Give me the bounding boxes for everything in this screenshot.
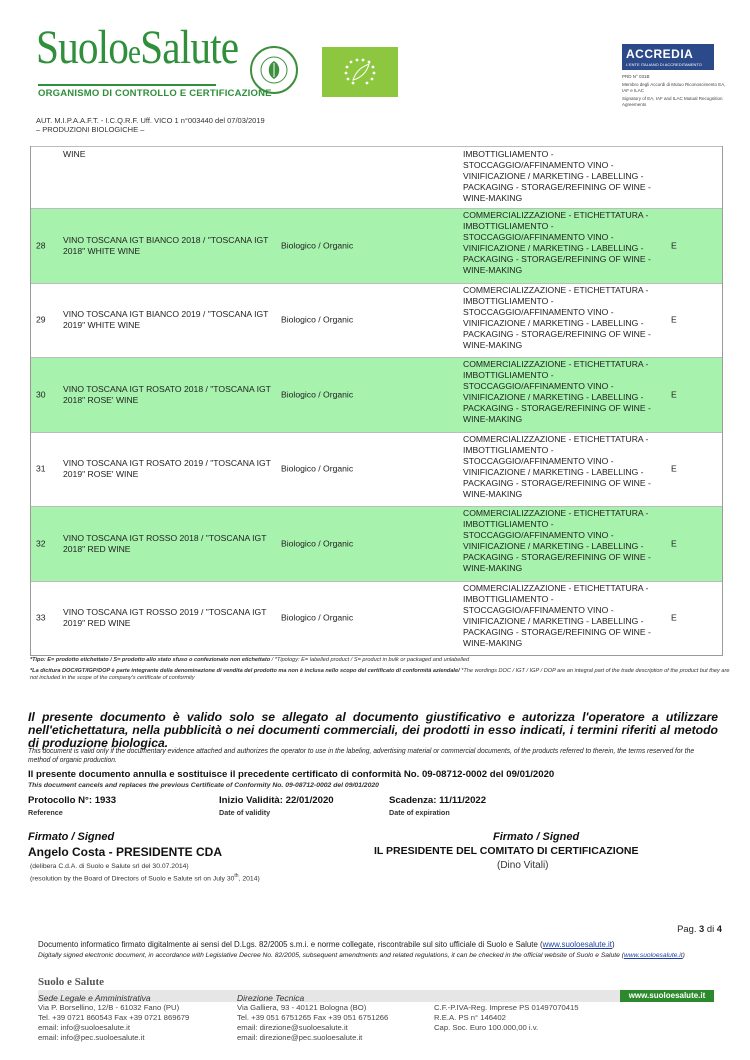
row-number: 30 [36,389,46,400]
product-name: VINO TOSCANA IGT ROSSO 2018 / "TOSCANA IGT 2018" RED WINE [63,532,267,554]
activity-description: COMMERCIALIZZAZIONE - ETICHETTATURA - IMBOTTIGLIAMENTO - STOCCAGGIO/AFFINAMENTO VINO - VINIFICAZIONE / MARKETING - LABELLING - PACKAGING - STORAGE/REFINING OF WINE - WINE-MAKING [463,508,651,573]
digital-signature-disclaimer-en: Digitally signed electronic document, in accordance with Legislative Decree No. 82/2005, subsequent amendments and related regulations, it can be checked in the official website of Suolo e Salute (www.suoloesalute.it) [38,952,685,959]
product-name: VINO TOSCANA IGT BIANCO 2018 / "TOSCANA IGT 2018" WHITE WINE [63,234,269,256]
expiry-date-en: Date of expiration [389,808,450,817]
expiry-date: Scadenza: 11/11/2022 [389,795,487,806]
dicitura-note: *La dicitura DOC/IGT/IGP/DOP è parte integrante della denominazione di vendita del prodotto ma non è inclusa nello scopo del certificato di conformità aziendale/ *The wordings DOC / IGT / IGP / DOP are an integral part of the trade description of the product but they are not included in the scope of the company's certificate of conformity [30,668,730,681]
production-method: Biologico / Organic [281,463,354,474]
footer-brand-logo: Suolo e Salute [38,976,105,988]
page-number: Pag. 3 di 4 [677,923,722,934]
suoloesalute-logo: SuoloeSalute [36,21,239,74]
logo-subtitle: ORGANISMO DI CONTROLLO E CERTIFICAZIONE [38,84,216,99]
validity-start: Inizio Validità: 22/01/2020 [219,795,334,806]
production-method: Biologico / Organic [281,240,354,251]
product-type: E [671,612,677,623]
document-header [0,0,750,135]
board-deliberation: (delibera C.d.A. di Suolo e Salute srl del 30.07.2014) [30,863,189,870]
validity-statement: Il presente documento è valido solo se allegato al documento giustificativo e autorizza l'operatore a utilizzare nell'etichettatura, nella pubblicità o nei documenti commerciali, dei prodotti in esso indicati, i termini riferiti al metodo di produzione biologica. [28,710,718,750]
signed-label-left: Firmato / Signed [28,831,115,843]
product-type: E [671,463,677,474]
product-name: VINO TOSCANA IGT BIANCO 2019 / "TOSCANA IGT 2019" WHITE WINE [63,309,269,331]
product-name: VINO TOSCANA IGT ROSATO 2018 / "TOSCANA IGT 2018" ROSE' WINE [63,383,271,405]
tipo-note: *Tipo: E= prodotto etichettato / S= prodotto allo stato sfuso o confezionato non etichettato / *Tipology: E= labelled product / S= product in bulk or packaged and unlabelled [30,657,470,663]
product-type: E [671,240,677,251]
protocol-number: Protocollo N°: 1933 [28,795,117,806]
product-name: WINE [63,149,86,159]
footer-legal-office: Sede Legale e Amministrativa Via P. Borsellino, 12/B - 61032 Fano (PU) Tel. +39 0721 860543 Fax +39 0721 869679 email: info@suoloesalute.it email: info@pec.suoloesalute.it [38,993,190,1042]
product-name: VINO TOSCANA IGT ROSSO 2019 / "TOSCANA IGT 2019" RED WINE [63,607,267,629]
row-number: 28 [36,240,46,251]
production-method: Biologico / Organic [281,314,354,325]
table-row [31,208,722,283]
table-row [31,506,722,581]
production-method: Biologico / Organic [281,538,354,549]
certification-seal-icon [250,46,298,94]
product-type: E [671,389,677,400]
protocol-label-en: Reference [28,808,63,817]
signer-left: Angelo Costa - PRESIDENTE CDA [28,845,223,859]
activity-description: COMMERCIALIZZAZIONE - ETICHETTATURA - IMBOTTIGLIAMENTO - STOCCAGGIO/AFFINAMENTO VINO - VINIFICAZIONE / MARKETING - LABELLING - PACKAGING - STORAGE/REFINING OF WINE - WINE-MAKING [463,210,651,275]
activity-description: COMMERCIALIZZAZIONE - ETICHETTATURA - IMBOTTIGLIAMENTO - STOCCAGGIO/AFFINAMENTO VINO - VINIFICAZIONE / MARKETING - LABELLING - PACKAGING - STORAGE/REFINING OF WINE - WINE-MAKING [463,359,651,424]
validity-start-en: Date of validity [219,808,271,817]
accredia-logo: ACCREDIA L'ENTE ITALIANO DI ACCREDITAMENTO [622,44,714,70]
products-table [30,146,723,656]
table-row [31,357,722,432]
table-row [31,146,722,208]
table-row [31,581,722,656]
row-number: 33 [36,612,46,623]
footer-website-link[interactable]: www.suoloesalute.it [620,990,714,1002]
row-number: 31 [36,463,46,474]
authorization-text: AUT. M.I.P.A.A.F.T. - I.C.Q.R.F. Uff. VICO 1 n°003440 del 07/03/2019 – PRODUZIONI BIOLOGICHE – [36,116,265,134]
activity-description: IMBOTTIGLIAMENTO - STOCCAGGIO/AFFINAMENTO VINO - VINIFICAZIONE / MARKETING - LABELLING - PACKAGING - STORAGE/REFINING OF WINE - WINE-MAKING [463,149,651,203]
accredia-notes: PRD N° 031B Membro degli Accordi di Mutuo Riconoscimento EA, IAF e ILAC Signatory of EA, IAF and ILAC Mutual Recognition Agreements [622,74,726,107]
product-name: VINO TOSCANA IGT ROSATO 2019 / "TOSCANA IGT 2019" ROSE' WINE [63,458,271,480]
board-resolution: (resolution by the Board of Directors of Suolo e Salute srl on July 30th, 2014) [30,873,260,883]
signer-right-person: (Dino Vitali) [497,860,549,871]
signed-label-right: Firmato / Signed [493,831,580,843]
table-row [31,432,722,507]
digital-signature-disclaimer: Documento informatico firmato digitalmente ai sensi del D.Lgs. 82/2005 s.m.i. e norme collegate, riscontrabile sul sito ufficiale di Suolo e Salute (www.suoloesalute.it) [38,940,615,949]
row-number: 29 [36,314,46,325]
production-method: Biologico / Organic [281,389,354,400]
activity-description: COMMERCIALIZZAZIONE - ETICHETTATURA - IMBOTTIGLIAMENTO - STOCCAGGIO/AFFINAMENTO VINO - VINIFICAZIONE / MARKETING - LABELLING - PACKAGING - STORAGE/REFINING OF WINE - WINE-MAKING [463,284,651,350]
footer-company-info: C.F.-P.IVA-Reg. Imprese PS 01497070415 R.E.A. PS n° 146402 Cap. Soc. Euro 100.000,00 i.v. [434,1003,579,1032]
row-number: 32 [36,538,46,549]
product-type: E [671,314,677,325]
activity-description: COMMERCIALIZZAZIONE - ETICHETTATURA - IMBOTTIGLIAMENTO - STOCCAGGIO/AFFINAMENTO VINO - VINIFICAZIONE / MARKETING - LABELLING - PACKAGING - STORAGE/REFINING OF WINE - WINE-MAKING [463,433,651,499]
validity-statement-en: This document is valid only if the documentary evidence attached and authorizes the operator to use in the labeling, advertising material or commercial documents, of the products referred to therein, the terms reserved for the method of organic production. [28,746,695,764]
eu-organic-leaf-icon [322,47,398,97]
table-row [31,283,722,358]
signer-right: IL PRESIDENTE DEL COMITATO DI CERTIFICAZIONE [374,845,639,857]
production-method: Biologico / Organic [281,612,354,623]
cancellation-statement: Il presente documento annulla e sostituisce il precedente certificato di conformità No. 09-08712-0002 del 09/01/2020 [28,769,555,780]
cancellation-statement-en: This document cancels and replaces the previous Certificate of Conformity No. 09-08712-0002 del 09/01/2020 [28,782,379,789]
footer-technical-office: Direzione Tecnica Via Galliera, 93 - 40121 Bologna (BO) Tel. +39 051 6751265 Fax +39 051 6751266 email: direzione@suoloesalute.it email: direzione@pec.suoloesalute.it [237,993,389,1042]
activity-description: COMMERCIALIZZAZIONE - ETICHETTATURA - IMBOTTIGLIAMENTO - STOCCAGGIO/AFFINAMENTO VINO - VINIFICAZIONE / MARKETING - LABELLING - PACKAGING - STORAGE/REFINING OF WINE - WINE-MAKING [463,582,651,648]
product-type: E [671,538,677,549]
website-link[interactable]: www.suoloesalute.it [623,952,683,959]
website-link[interactable]: www.suoloesalute.it [542,940,612,949]
